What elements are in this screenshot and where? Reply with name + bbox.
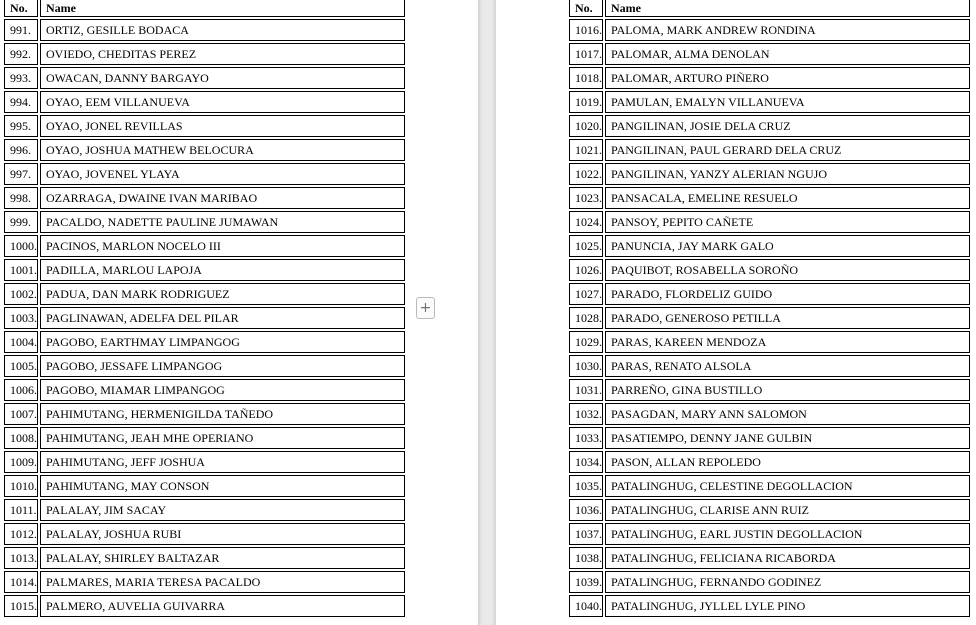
row-number: 1007. [4, 403, 38, 425]
row-name: PATALINGHUG, EARL JUSTIN DEGOLLACION [605, 523, 970, 545]
row-number: 1005. [4, 355, 38, 377]
table-row [569, 67, 970, 89]
row-number: 996. [4, 139, 38, 161]
row-name: PAGOBO, EARTHMAY LIMPANGOG [40, 331, 405, 353]
table-row [4, 379, 405, 401]
row-name: PAHIMUTANG, HERMENIGILDA TAÑEDO [40, 403, 405, 425]
row-name: PANSACALA, EMELINE RESUELO [605, 187, 970, 209]
row-name: PAHIMUTANG, JEAH MHE OPERIANO [40, 427, 405, 449]
row-number: 1011. [4, 499, 38, 521]
table-row [569, 571, 970, 593]
row-number: 1008. [4, 427, 38, 449]
row-number: 1039. [569, 571, 603, 593]
row-name: PANGILINAN, PAUL GERARD DELA CRUZ [605, 139, 970, 161]
row-name: PARREÑO, GINA BUSTILLO [605, 379, 970, 401]
row-number: 1033. [569, 427, 603, 449]
table-row [569, 43, 970, 65]
row-name: PATALINGHUG, FERNANDO GODINEZ [605, 571, 970, 593]
row-name: PASATIEMPO, DENNY JANE GULBIN [605, 427, 970, 449]
row-number: 1003. [4, 307, 38, 329]
table-row [569, 475, 970, 497]
row-name: ORTIZ, GESILLE BODACA [40, 19, 405, 41]
row-name: PACINOS, MARLON NOCELO III [40, 235, 405, 257]
table-row [4, 283, 405, 305]
row-number: 1036. [569, 499, 603, 521]
table-row [569, 547, 970, 569]
row-name: PATALINGHUG, CLARISE ANN RUIZ [605, 499, 970, 521]
table-row [569, 379, 970, 401]
row-name: PARAS, KAREEN MENDOZA [605, 331, 970, 353]
add-row-button[interactable]: + [416, 297, 435, 319]
row-number: 1021. [569, 139, 603, 161]
row-number: 1015. [4, 595, 38, 617]
document-page-left [0, 0, 478, 625]
row-name: PALALAY, JIM SACAY [40, 499, 405, 521]
row-name: PASAGDAN, MARY ANN SALOMON [605, 403, 970, 425]
row-name: PATALINGHUG, CELESTINE DEGOLLACION [605, 475, 970, 497]
table-row [4, 451, 405, 473]
row-name: PARADO, GENEROSO PETILLA [605, 307, 970, 329]
table-row [4, 571, 405, 593]
row-name: PAMULAN, EMALYN VILLANUEVA [605, 91, 970, 113]
table-row [569, 595, 970, 617]
table-row [569, 523, 970, 545]
table-row [4, 307, 405, 329]
row-name: PAHIMUTANG, JEFF JOSHUA [40, 451, 405, 473]
row-number: 1023. [569, 187, 603, 209]
row-number: 1038. [569, 547, 603, 569]
row-name: OYAO, JOSHUA MATHEW BELOCURA [40, 139, 405, 161]
table-row [569, 403, 970, 425]
row-name: PAHIMUTANG, MAY CONSON [40, 475, 405, 497]
table-row [569, 355, 970, 377]
row-number: 1006. [4, 379, 38, 401]
row-number: 992. [4, 43, 38, 65]
row-name: PATALINGHUG, JYLLEL LYLE PINO [605, 595, 970, 617]
row-number: 1034. [569, 451, 603, 473]
row-number: 1001. [4, 259, 38, 281]
row-name: PARAS, RENATO ALSOLA [605, 355, 970, 377]
table-row [4, 427, 405, 449]
row-number: 1037. [569, 523, 603, 545]
row-number: 1020. [569, 115, 603, 137]
table-header-row [569, 0, 970, 17]
table-row [569, 139, 970, 161]
table-header-row [4, 0, 405, 17]
row-name: OZARRAGA, DWAINE IVAN MARIBAO [40, 187, 405, 209]
table-row [4, 475, 405, 497]
table-row [569, 331, 970, 353]
row-number: 998. [4, 187, 38, 209]
row-number: 1040. [569, 595, 603, 617]
row-number: 1026. [569, 259, 603, 281]
row-number: 1018. [569, 67, 603, 89]
row-name: PALOMAR, ARTURO PIÑERO [605, 67, 970, 89]
row-number: 994. [4, 91, 38, 113]
row-number: 1032. [569, 403, 603, 425]
roster-body-right [569, 19, 970, 617]
table-row [569, 235, 970, 257]
table-row [569, 91, 970, 113]
row-number: 1009. [4, 451, 38, 473]
table-row [4, 139, 405, 161]
row-name: PAGOBO, JESSAFE LIMPANGOG [40, 355, 405, 377]
table-row [569, 115, 970, 137]
row-number: 1035. [569, 475, 603, 497]
table-row [569, 211, 970, 233]
table-row [4, 499, 405, 521]
row-name: OYAO, JONEL REVILLAS [40, 115, 405, 137]
row-number: 1014. [4, 571, 38, 593]
row-number: 1012. [4, 523, 38, 545]
row-number: 1017. [569, 43, 603, 65]
row-name: PAGOBO, MIAMAR LIMPANGOG [40, 379, 405, 401]
table-row [4, 163, 405, 185]
row-number: 1027. [569, 283, 603, 305]
table-row [4, 43, 405, 65]
row-name: PATALINGHUG, FELICIANA RICABORDA [605, 547, 970, 569]
row-number: 1031. [569, 379, 603, 401]
table-row [569, 427, 970, 449]
row-number: 993. [4, 67, 38, 89]
row-number: 1030. [569, 355, 603, 377]
table-row [4, 259, 405, 281]
row-number: 1004. [4, 331, 38, 353]
table-row [569, 499, 970, 521]
row-number: 1019. [569, 91, 603, 113]
table-row [4, 331, 405, 353]
row-name: PALALAY, SHIRLEY BALTAZAR [40, 547, 405, 569]
page-shadow-left [478, 0, 482, 625]
table-row [569, 163, 970, 185]
table-row [4, 91, 405, 113]
row-name: OVIEDO, CHEDITAS PEREZ [40, 43, 405, 65]
row-number: 1022. [569, 163, 603, 185]
row-name: PAGLINAWAN, ADELFA DEL PILAR [40, 307, 405, 329]
header-no: No. [4, 0, 38, 17]
row-name: PADUA, DAN MARK RODRIGUEZ [40, 283, 405, 305]
document-page-right [496, 0, 976, 625]
row-name: OYAO, JOVENEL YLAYA [40, 163, 405, 185]
row-name: PASON, ALLAN REPOLEDO [605, 451, 970, 473]
row-number: 991. [4, 19, 38, 41]
row-name: PANUNCIA, JAY MARK GALO [605, 235, 970, 257]
roster-body-left [4, 19, 405, 617]
table-row [4, 355, 405, 377]
row-name: PACALDO, NADETTE PAULINE JUMAWAN [40, 211, 405, 233]
roster-table-right [567, 0, 972, 619]
table-row [569, 187, 970, 209]
table-row [4, 403, 405, 425]
table-row [4, 547, 405, 569]
row-number: 1002. [4, 283, 38, 305]
row-name: PANGILINAN, YANZY ALERIAN NGUJO [605, 163, 970, 185]
row-number: 999. [4, 211, 38, 233]
row-number: 1013. [4, 547, 38, 569]
table-row [4, 67, 405, 89]
row-name: PALMARES, MARIA TERESA PACALDO [40, 571, 405, 593]
table-row [569, 451, 970, 473]
row-number: 1025. [569, 235, 603, 257]
table-row [4, 187, 405, 209]
table-row [569, 307, 970, 329]
row-number: 1024. [569, 211, 603, 233]
roster-table-left [2, 0, 407, 619]
table-row [569, 283, 970, 305]
row-number: 1029. [569, 331, 603, 353]
table-row [4, 235, 405, 257]
row-name: PALALAY, JOSHUA RUBI [40, 523, 405, 545]
row-name: PANGILINAN, JOSIE DELA CRUZ [605, 115, 970, 137]
row-name: PALOMA, MARK ANDREW RONDINA [605, 19, 970, 41]
table-row [569, 259, 970, 281]
row-number: 995. [4, 115, 38, 137]
header-no: No. [569, 0, 603, 17]
row-number: 1016. [569, 19, 603, 41]
row-number: 1010. [4, 475, 38, 497]
table-row [569, 19, 970, 41]
row-name: PALMERO, AUVELIA GUIVARRA [40, 595, 405, 617]
header-name: Name [605, 0, 970, 17]
table-row [4, 595, 405, 617]
row-name: PANSOY, PEPITO CAÑETE [605, 211, 970, 233]
row-name: OWACAN, DANNY BARGAYO [40, 67, 405, 89]
row-name: PARADO, FLORDELIZ GUIDO [605, 283, 970, 305]
header-name: Name [40, 0, 405, 17]
table-row [4, 115, 405, 137]
table-row [4, 211, 405, 233]
row-number: 1000. [4, 235, 38, 257]
row-name: OYAO, EEM VILLANUEVA [40, 91, 405, 113]
table-row [4, 19, 405, 41]
row-number: 1028. [569, 307, 603, 329]
row-name: PADILLA, MARLOU LAPOJA [40, 259, 405, 281]
table-row [4, 523, 405, 545]
row-name: PALOMAR, ALMA DENOLAN [605, 43, 970, 65]
row-name: PAQUIBOT, ROSABELLA SOROÑO [605, 259, 970, 281]
row-number: 997. [4, 163, 38, 185]
